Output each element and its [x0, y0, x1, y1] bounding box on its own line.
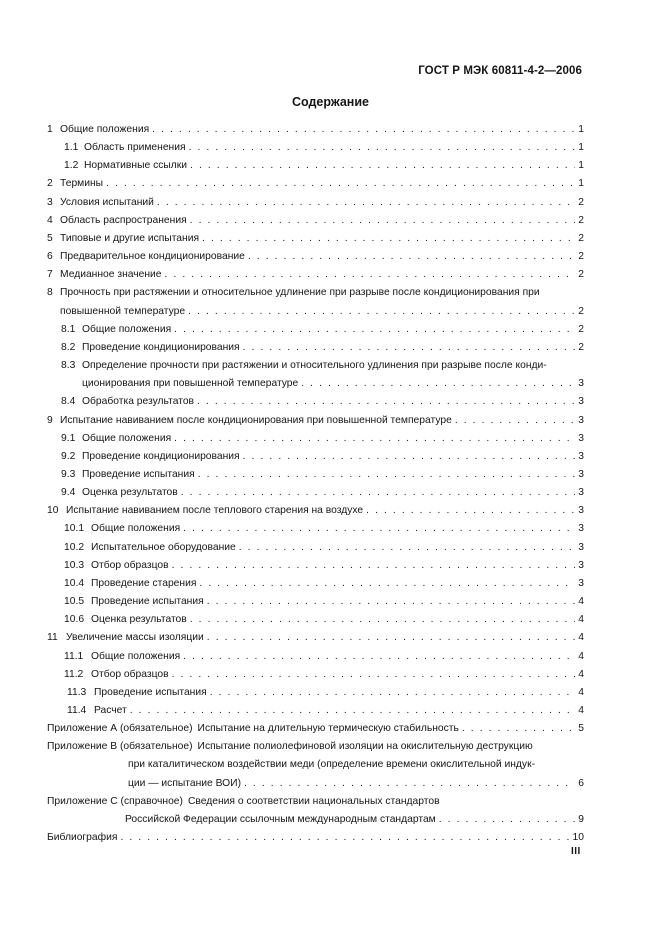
toc-entry-number: 8.3	[61, 360, 76, 372]
toc-entry[interactable]	[47, 684, 584, 702]
toc-entry-page: 9	[578, 813, 584, 825]
toc-entry[interactable]	[47, 175, 584, 193]
toc-entry[interactable]	[47, 702, 584, 720]
toc-entry-title: Прочность при растяжении и относительное удлинение при разрыве после кондиционирования при	[60, 287, 540, 299]
toc-entry-page: 3	[578, 505, 584, 517]
toc-entry-page: 3	[578, 450, 584, 462]
toc-entry-number: 9.1	[61, 432, 76, 444]
leader-dots	[243, 448, 576, 466]
toc-entry-page: 4	[578, 705, 584, 716]
toc-entry[interactable]	[47, 666, 584, 684]
toc-entry-number: 9.4	[61, 487, 76, 499]
toc-entry-page: 2	[578, 269, 584, 281]
leader-dots	[130, 702, 576, 720]
toc-entry-title: Обработка результатов	[82, 396, 195, 408]
toc-entry-title: Испытание навиванием после теплового старения на воздухе	[66, 505, 364, 517]
leader-dots	[366, 502, 575, 520]
toc-entry-number: 8	[47, 287, 53, 299]
leader-dots	[197, 393, 575, 411]
toc-entry-title: Условия испытаний	[60, 196, 154, 208]
leader-dots	[189, 139, 576, 157]
toc-entry[interactable]	[47, 212, 584, 230]
toc-entry[interactable]	[47, 648, 584, 666]
leader-dots	[157, 194, 575, 212]
toc-entry-page: 2	[578, 305, 584, 317]
leader-dots	[207, 629, 575, 647]
toc-entry-title: Отбор образцов	[91, 559, 169, 571]
appendix-label: Приложение А (обязательное)	[47, 723, 193, 735]
appendix-label: Приложение С (справочное)	[47, 795, 183, 807]
toc-entry-page: 1	[578, 142, 584, 154]
leader-dots	[462, 720, 575, 738]
toc-entry-page: 2	[578, 232, 584, 244]
toc-entry-page: 6	[578, 777, 584, 789]
toc-entry-number: 8.1	[61, 323, 76, 335]
toc-entry-number: 9.3	[61, 468, 76, 480]
toc-entry-title: Общие положения	[82, 323, 172, 335]
toc-entry-title: Отбор образцов	[91, 668, 169, 680]
toc-entry[interactable]	[47, 412, 584, 430]
toc-entry[interactable]	[47, 557, 584, 575]
toc-entry-number: 2	[47, 178, 53, 190]
leader-dots	[183, 520, 575, 538]
toc-entry-page: 3	[578, 541, 584, 553]
toc-entry-title: Испытательное оборудование	[91, 541, 236, 553]
toc-entry-title: Оценка результатов	[82, 487, 178, 499]
toc-entry-page: 5	[578, 723, 584, 735]
toc-entry[interactable]	[47, 629, 584, 647]
toc-entry-page: 1	[578, 124, 584, 135]
appendix-label: Приложение В (обязательное)	[47, 741, 193, 753]
toc-entry-title: Типовые и другие испытания	[60, 232, 200, 244]
toc-entry-page: 3	[578, 414, 584, 426]
toc-entry-title: Проведение старения	[91, 577, 197, 589]
page-title: Содержание	[291, 95, 369, 109]
toc-entry-number: 11.3	[67, 686, 87, 698]
toc-entry-number: 5	[47, 232, 53, 244]
leader-dots	[455, 412, 575, 430]
toc-entry-page: 2	[578, 323, 584, 335]
toc-entry[interactable]	[47, 157, 584, 175]
leader-dots	[152, 121, 575, 139]
toc-entry-page: 4	[578, 650, 584, 662]
toc-entry-page: 2	[578, 251, 584, 263]
toc-entry-page: 10	[572, 832, 584, 844]
toc-entry[interactable]	[47, 230, 584, 248]
toc-entry-number: 11	[47, 632, 58, 644]
page-number: III	[571, 846, 581, 857]
leader-dots	[172, 666, 576, 684]
toc-entry-page: 3	[578, 577, 584, 589]
toc-entry-page: 3	[578, 487, 584, 499]
toc-entry[interactable]	[47, 611, 584, 629]
toc-entry-number: 11.1	[64, 650, 84, 662]
toc-entry[interactable]	[47, 321, 584, 339]
leader-dots	[244, 775, 575, 793]
leader-dots	[181, 484, 576, 502]
toc-entry[interactable]	[47, 339, 584, 357]
toc-entry-number: 9	[47, 414, 53, 426]
toc-entry[interactable]	[47, 448, 584, 466]
toc-entry-title: Проведение кондиционирования	[82, 450, 240, 462]
toc-entry-title: Оценка результатов	[91, 614, 187, 626]
leader-dots	[207, 593, 576, 611]
leader-dots	[439, 811, 576, 829]
toc-entry[interactable]	[47, 539, 584, 557]
toc-entry-number: 1.1	[64, 142, 79, 154]
toc-entry-page: 1	[578, 160, 584, 172]
appendix-title-continued: ции — испытание ВОИ)	[128, 777, 242, 789]
toc-entry-page: 3	[578, 468, 584, 480]
toc-entry[interactable]	[47, 484, 584, 502]
toc-entry-page: 4	[578, 632, 584, 644]
appendix-title: Испытание полиолефиновой изоляции на окислительную деструкцию	[197, 741, 533, 753]
bibliography-title: Библиография	[47, 832, 118, 844]
toc-entry-title: Предварительное кондиционирование	[60, 251, 245, 263]
toc-entry-title: Увеличение массы изоляции	[66, 632, 204, 644]
leader-dots	[198, 466, 576, 484]
leader-dots	[190, 611, 576, 629]
toc-entry[interactable]	[47, 375, 584, 393]
toc-entry-number: 9.2	[61, 450, 76, 462]
toc-entry-number: 10.6	[64, 614, 85, 626]
leader-dots	[106, 175, 575, 193]
leader-dots	[210, 684, 576, 702]
appendix-title: Сведения о соответствии национальных стандартов	[187, 795, 440, 807]
leader-dots	[174, 321, 575, 339]
toc-entry-page: 3	[578, 432, 584, 444]
toc-bibliography[interactable]	[47, 829, 584, 847]
toc-entry-number: 10.5	[64, 596, 85, 608]
leader-dots	[248, 248, 575, 266]
toc-appendix-b-line[interactable]	[47, 738, 584, 756]
toc-entry-title: Область распространения	[60, 214, 187, 226]
toc-entry-title: Испытание навиванием после кондиционирования при повышенной температуре	[60, 414, 452, 426]
toc-entry[interactable]	[47, 248, 584, 266]
toc-entry-page: 3	[578, 559, 584, 571]
toc-entry-number: 10.2	[64, 541, 85, 553]
toc-appendix-a[interactable]	[47, 720, 584, 738]
leader-dots	[183, 648, 575, 666]
toc-entry-line[interactable]	[47, 284, 584, 302]
toc-entry-number: 10	[47, 505, 59, 517]
toc-entry[interactable]	[47, 121, 584, 139]
toc-entry-number: 10.4	[64, 577, 85, 589]
toc-entry-title: Медианное значение	[60, 269, 162, 281]
document-id-header: ГОСТ Р МЭК 60811-4-2—2006	[418, 65, 582, 77]
toc-entry-title: Определение прочности при растяжении и относительного удлинения при разрыве после конди-	[82, 360, 547, 372]
leader-dots	[165, 266, 576, 284]
toc-entry-title: Общие положения	[91, 523, 181, 535]
toc-entry[interactable]	[47, 593, 584, 611]
leader-dots	[202, 230, 575, 248]
leader-dots	[190, 157, 575, 175]
toc-entry-page: 4	[578, 596, 584, 608]
toc-entry-number: 11.2	[64, 668, 84, 680]
leader-dots	[190, 212, 576, 230]
toc-entry-number: 11.4	[67, 705, 87, 716]
leader-dots	[199, 575, 575, 593]
toc-entry[interactable]	[47, 303, 584, 321]
toc-appendix-c[interactable]	[47, 811, 584, 829]
toc-entry-title: Область применения	[84, 142, 186, 154]
toc-entry-title-continued: ционирования при повышенной температуре	[82, 378, 299, 390]
toc-entry-number: 1	[47, 124, 53, 135]
appendix-title: Испытание на длительную термическую стабильность	[197, 723, 459, 735]
toc-entry-number: 10.3	[64, 559, 85, 571]
toc-entry-page: 4	[578, 686, 584, 698]
leader-dots	[174, 430, 575, 448]
toc-entry-number: 1.2	[64, 160, 79, 172]
toc-entry-number: 4	[47, 214, 53, 226]
toc-entry-page: 2	[578, 341, 584, 353]
toc-entry-title-continued: повышенной температуре	[60, 305, 186, 317]
leader-dots	[188, 303, 575, 321]
toc-entry-number: 7	[47, 269, 53, 281]
toc-entry-number: 8.4	[61, 396, 76, 408]
toc-entry-page: 4	[578, 668, 584, 680]
toc-entry[interactable]	[47, 575, 584, 593]
toc-entry-page: 2	[578, 214, 584, 226]
toc-entry[interactable]	[47, 520, 584, 538]
toc-entry[interactable]	[47, 393, 584, 411]
leader-dots	[243, 339, 576, 357]
toc-entry-number: 6	[47, 251, 53, 263]
toc-entry[interactable]	[47, 430, 584, 448]
toc-entry-page: 3	[578, 378, 584, 390]
toc-entry[interactable]	[47, 266, 584, 284]
toc-entry[interactable]	[47, 466, 584, 484]
appendix-title-continued: Российской Федерации ссылочным международным стандартам	[125, 813, 436, 825]
toc-entry-page: 3	[578, 396, 584, 408]
toc-appendix-c-line[interactable]	[47, 793, 584, 811]
leader-dots	[120, 829, 569, 847]
toc-entry-number: 3	[47, 196, 53, 208]
appendix-title-continued: при каталитическом воздействии меди (определение времени окислительной индук-	[128, 759, 536, 771]
toc-entry-number: 8.2	[61, 341, 76, 353]
toc-entry[interactable]	[47, 194, 584, 212]
toc-entry[interactable]	[47, 502, 584, 520]
table-of-contents	[47, 121, 584, 847]
toc-entry-title: Проведение испытания	[91, 596, 204, 608]
toc-entry-title: Проведение испытания	[82, 468, 195, 480]
leader-dots	[301, 375, 575, 393]
toc-entry-title: Общие положения	[60, 124, 150, 135]
toc-entry-line[interactable]	[47, 357, 584, 375]
toc-appendix-b[interactable]	[47, 775, 584, 793]
toc-entry-page: 2	[578, 196, 584, 208]
leader-dots	[172, 557, 576, 575]
toc-appendix-b-line	[47, 756, 584, 774]
toc-entry-title: Общие положения	[82, 432, 172, 444]
toc-entry-title: Термины	[60, 178, 104, 190]
leader-dots	[239, 539, 576, 557]
toc-entry[interactable]	[47, 139, 584, 157]
toc-entry-title: Расчет	[94, 705, 127, 716]
toc-entry-number: 10.1	[64, 523, 85, 535]
toc-entry-title: Общие положения	[91, 650, 181, 662]
toc-entry-page: 4	[578, 614, 584, 626]
toc-entry-title: Проведение кондиционирования	[82, 341, 240, 353]
toc-entry-page: 3	[578, 523, 584, 535]
toc-entry-title: Нормативные ссылки	[84, 160, 188, 172]
toc-entry-page: 1	[578, 178, 584, 190]
toc-entry-title: Проведение испытания	[94, 686, 207, 698]
